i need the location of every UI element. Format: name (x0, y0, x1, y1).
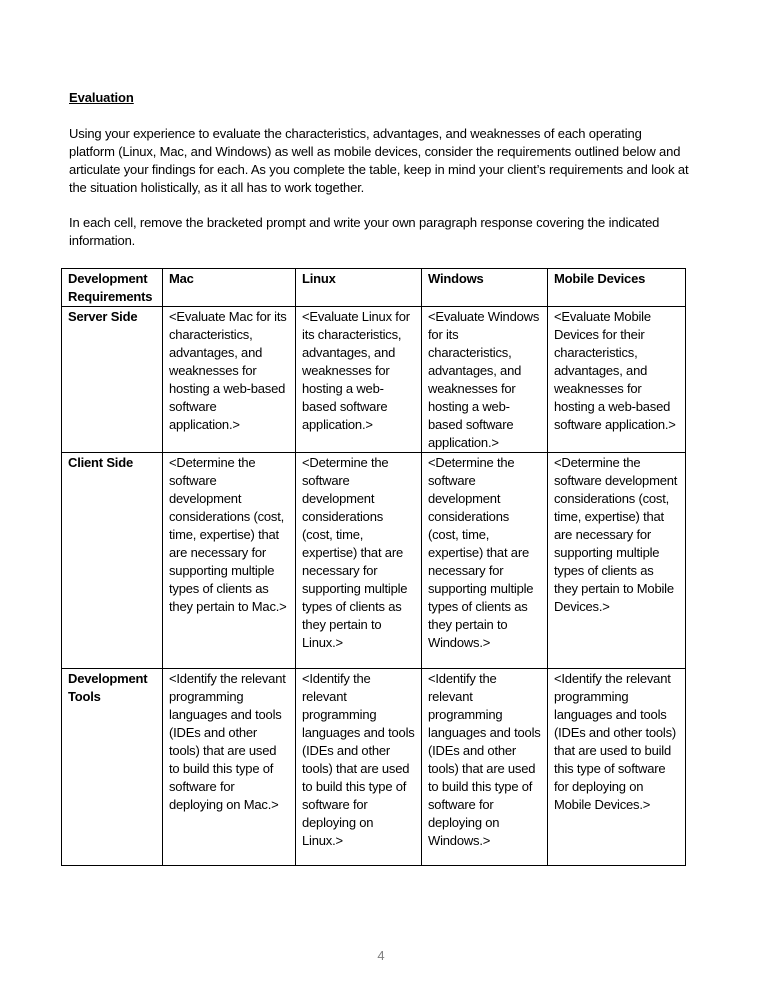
cell-client-linux[interactable]: <Determine the software development considerations (cost, time, expertise) that are necessary for supporting multiple types of clients as they pertain to Linux.> (296, 453, 422, 669)
cell-tools-mac[interactable]: <Identify the relevant programming languages and tools (IDEs and other tools) that are used to build this type of software for deploying on Mac.> (163, 669, 296, 866)
header-mac[interactable]: Mac (163, 269, 296, 307)
cell-server-windows[interactable]: <Evaluate Windows for its characteristics, advantages, and weaknesses for hosting a web-based software application.> (422, 307, 548, 453)
row-label-client-side[interactable]: Client Side (62, 453, 163, 669)
row-label-development-tools[interactable]: Development Tools (62, 669, 163, 866)
cell-tools-linux[interactable]: <Identify the relevant programming languages and tools (IDEs and other tools) that are used to build this type of software for deploying on Linux.> (296, 669, 422, 866)
row-label-server-side[interactable]: Server Side (62, 307, 163, 453)
table-header-row (62, 269, 686, 307)
table-row-client-side (62, 453, 686, 669)
cell-client-windows[interactable]: <Determine the software development considerations (cost, time, expertise) that are necessary for supporting multiple types of clients as they pertain to Windows.> (422, 453, 548, 669)
header-linux[interactable]: Linux (296, 269, 422, 307)
cell-client-mac[interactable]: <Determine the software development considerations (cost, time, expertise) that are necessary for supporting multiple types of clients as they pertain to Mac.> (163, 453, 296, 669)
cell-tools-windows[interactable]: <Identify the relevant programming languages and tools (IDEs and other tools) that are used to build this type of software for deploying on Windows.> (422, 669, 548, 866)
table-row-development-tools (62, 669, 686, 866)
intro-paragraph[interactable]: Using your experience to evaluate the characteristics, advantages, and weaknesses of each operating platform (Linux, Mac, and Windows) as well as mobile devices, consider the requirements outlined below and articulate your findings for each. As you complete the table, keep in mind your client’s requirements and look at the situation holistically, as it all has to work together. (69, 126, 689, 195)
cell-tools-mobile[interactable]: <Identify the relevant programming languages and tools (IDEs and other tools) that are used to build this type of software for deploying on Mobile Devices.> (548, 669, 686, 866)
cell-server-mac[interactable]: <Evaluate Mac for its characteristics, advantages, and weaknesses for hosting a web-based software application.> (163, 307, 296, 453)
evaluation-table (61, 268, 686, 866)
cell-server-linux[interactable]: <Evaluate Linux for its characteristics, advantages, and weaknesses for hosting a web-based software application.> (296, 307, 422, 453)
header-windows[interactable]: Windows (422, 269, 548, 307)
table-row-server-side (62, 307, 686, 453)
header-mobile-devices[interactable]: Mobile Devices (548, 269, 686, 307)
instruction-paragraph[interactable]: In each cell, remove the bracketed prompt and write your own paragraph response covering the indicated information. (69, 215, 660, 248)
page-number: 4 (377, 948, 385, 963)
header-development-requirements[interactable]: Development Requirements (62, 269, 163, 307)
cell-server-mobile[interactable]: <Evaluate Mobile Devices for their characteristics, advantages, and weaknesses for hosting a web-based software application.> (548, 307, 686, 453)
cell-client-mobile[interactable]: <Determine the software development considerations (cost, time, expertise) that are necessary for supporting multiple types of clients as they pertain to Mobile Devices.> (548, 453, 686, 669)
section-heading: Evaluation (69, 90, 134, 105)
